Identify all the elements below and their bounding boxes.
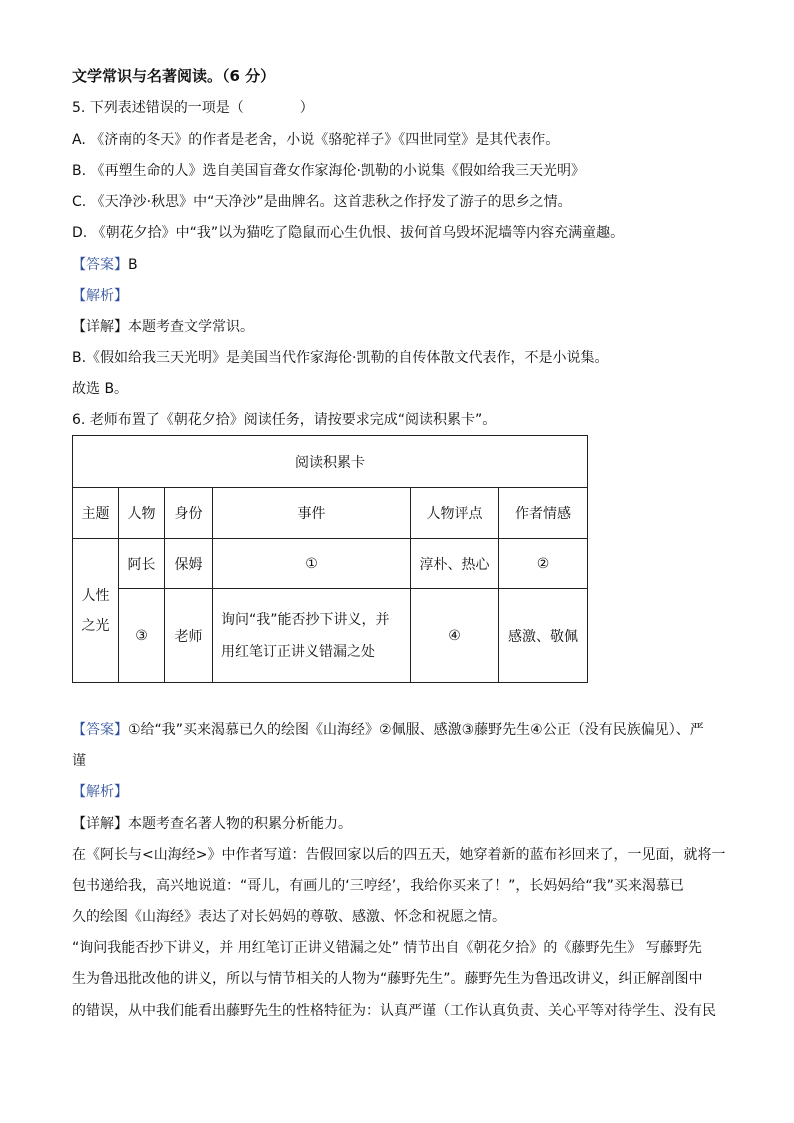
row2-event-line-2: 用红笔订正讲义错漏之处 (221, 643, 375, 660)
header-feeling: 作者情感 (499, 488, 588, 539)
option-d: D. 《朝花夕拾》中“我”以为猫吃了隐鼠而心生仇恨、拔何首乌毁坏泥墙等内容充满童趣。 (72, 225, 625, 241)
row2-comment-blank: ④ (411, 589, 499, 683)
option-b: B. 《再塑生命的人》选自美国盲聋女作家海伦·凯勒的小说集《假如给我三天光明》 (72, 163, 585, 179)
theme-line-2: 之光 (81, 617, 110, 634)
row1-event-blank: ① (213, 539, 411, 589)
q6-analysis-label: 【解析】 (72, 784, 128, 800)
answer-value: B (128, 257, 138, 273)
q6-para2-line-1: “询问我能否抄下讲义，并 用红笔订正讲义错漏之处” 情节出自《朝花夕拾》的《藤野先生》 写藤野先 (72, 940, 702, 956)
row2-role: 老师 (165, 589, 213, 683)
q6-detail-line (72, 814, 352, 834)
answer-label: 【答案】 (72, 257, 128, 273)
q6-para1-line-1: 在《阿长与<山海经>》中作者写道：告假回家以后的四五天，她穿着新的蓝布衫回来了，一见面，就将一 (72, 847, 726, 863)
header-event: 事件 (213, 488, 411, 539)
header-person: 人物 (119, 488, 165, 539)
q6-para2-line-2: 生为鲁迅批改他的讲义，所以与情节相关的人物为“藤野先生”。藤野先生为鲁迅改讲义，纠正解剖图中 (72, 971, 703, 987)
reading-card-table (72, 435, 588, 683)
row1-person: 阿长 (119, 539, 165, 589)
q6-answer-line-2: 谨 (72, 753, 86, 769)
row2-feeling: 感激、敬佩 (499, 589, 588, 683)
q5-answer-line (72, 255, 138, 275)
q5-analysis-label: 【解析】 (72, 288, 128, 304)
detail-label: 【详解】 (72, 816, 128, 832)
detail-text: 本题考查文学常识。 (128, 319, 254, 335)
answer-label: 【答案】 (72, 722, 128, 738)
question-6-stem: 6. 老师布置了《朝花夕拾》阅读任务，请按要求完成“阅读积累卡”。 (72, 412, 497, 428)
q6-para2-line-3: 的错误，从中我们能看出藤野先生的性格特征为：认真严谨（工作认真负责、关心平等对待学生、没有民 (72, 1003, 716, 1019)
section-title: 文学常识与名著阅读。（6 分） (72, 67, 276, 85)
header-role: 身份 (165, 488, 213, 539)
row2-event-line-1: 询问“我”能否抄下讲义，并 (221, 611, 390, 628)
row1-role: 保姆 (165, 539, 213, 589)
row2-event (213, 589, 411, 683)
q5-detail-line (72, 317, 254, 337)
row1-feeling-blank: ② (499, 539, 588, 589)
question-5-stem: 5. 下列表述错误的一项是（ ） (72, 100, 314, 116)
detail-label: 【详解】 (72, 319, 128, 335)
row2-person-blank: ③ (119, 589, 165, 683)
option-c: C. 《天净沙·秋思》中“天净沙”是曲牌名。这首悲秋之作抒发了游子的思乡之情。 (72, 194, 572, 210)
q5-explanation: B.《假如给我三天光明》是美国当代作家海伦·凯勒的自传体散文代表作，不是小说集。 (72, 350, 609, 366)
detail-text: 本题考查名著人物的积累分析能力。 (128, 816, 352, 832)
theme-line-1: 人性 (81, 587, 110, 604)
q5-conclusion: 故选 B。 (72, 381, 129, 397)
answer-text: ①给“我”买来渴慕已久的绘图《山海经》②佩服、感激③藤野先生④公正（没有民族偏见）、严 (128, 722, 704, 738)
q6-answer-line-1 (72, 720, 704, 740)
q6-para1-line-3: 久的绘图《山海经》表达了对长妈妈的尊敬、感激、怀念和祝愿之情。 (72, 909, 506, 925)
option-a: A. 《济南的冬天》的作者是老舍，小说《骆驼祥子》《四世同堂》是其代表作。 (72, 132, 560, 148)
theme-cell (73, 539, 119, 683)
row1-comment: 淳朴、热心 (411, 539, 499, 589)
card-title: 阅读积累卡 (73, 436, 588, 488)
q6-para1-line-2: 包书递给我，高兴地说道：“哥儿，有画儿的‘三哼经’，我给你买来了！”，长妈妈给“我”买来渴慕已 (72, 878, 684, 894)
header-theme: 主题 (73, 488, 119, 539)
header-comment: 人物评点 (411, 488, 499, 539)
